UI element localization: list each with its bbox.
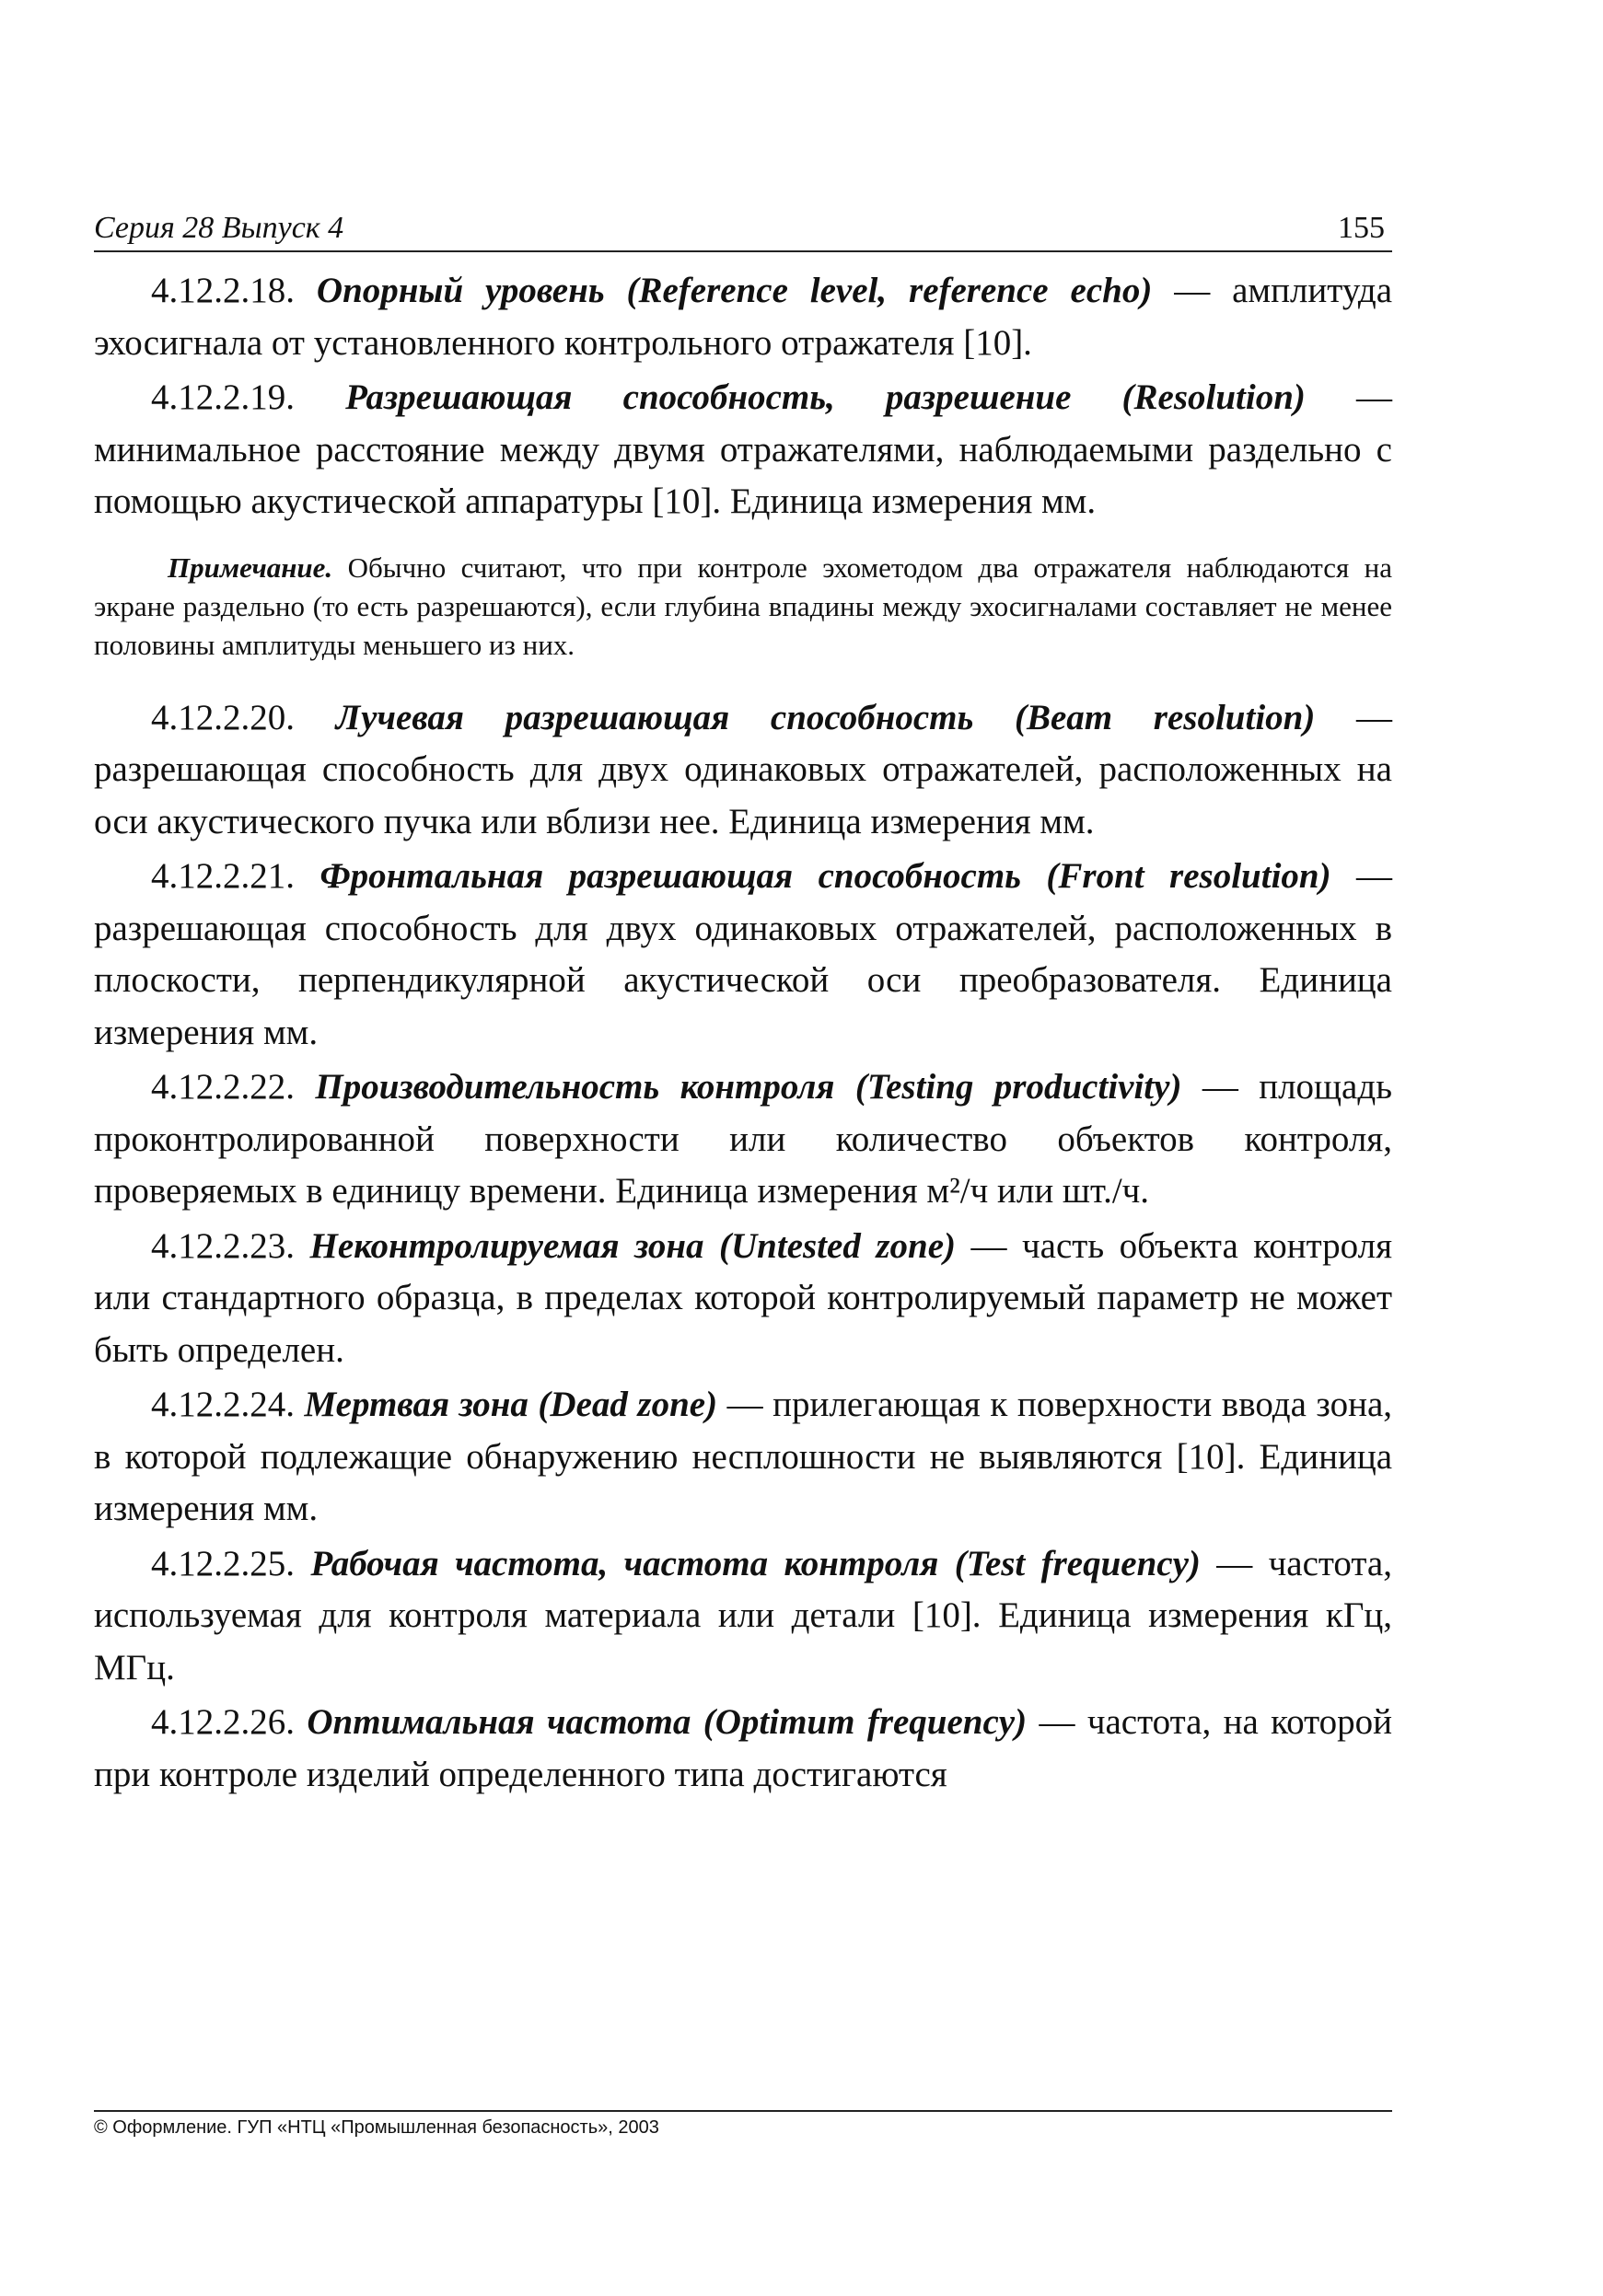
clause-number: 4.12.2.25. (151, 1543, 295, 1583)
page (94, 210, 1392, 1801)
definition-paragraph (94, 265, 1392, 369)
clause-number: 4.12.2.18. (151, 271, 295, 310)
term: Опорный уровень (Reference level, reference echo) (316, 271, 1153, 310)
clause-number: 4.12.2.24. (151, 1385, 295, 1424)
definition-paragraph (94, 1697, 1392, 1801)
page-number: 155 (1338, 211, 1385, 245)
definition-text: — частота, на которой при контроле изделий определенного типа достигаются (94, 1702, 1392, 1794)
running-header (94, 210, 1392, 252)
series-title: Серия 28 Выпуск 4 (94, 211, 344, 245)
definition-paragraph (94, 1221, 1392, 1377)
page-body (94, 265, 1392, 1801)
term: Разрешающая способность, разрешение (Resolution) (345, 377, 1306, 417)
term: Фронтальная разрешающая способность (Front resolution) (319, 856, 1331, 896)
copyright-footer (94, 2110, 1392, 2139)
clause-number: 4.12.2.19. (151, 377, 295, 417)
copyright-text: © Оформление. ГУП «НТЦ «Промышленная безопасность», 2003 (94, 2117, 659, 2138)
definition-text: — минимальное расстояние между двумя отражателями, наблюдаемыми раздельно с помощью акустической аппаратуры [10]. Единица измерения мм. (94, 377, 1393, 521)
note-label: Примечание. (168, 551, 333, 584)
definition-paragraph (94, 1061, 1392, 1218)
definition-paragraph (94, 1379, 1392, 1536)
definition-paragraph (94, 851, 1392, 1059)
definition-text: — площадь проконтролированной поверхности или количество объектов контроля, проверяемых в единицу времени. Единица измерения м²/ч или шт./ч. (94, 1067, 1393, 1211)
definition-text: — амплитуда эхосигнала от установленного контрольного отражателя [10]. (94, 271, 1393, 363)
term: Оптимальная частота (Optimum frequency) (307, 1702, 1028, 1742)
definition-paragraph (94, 692, 1392, 849)
clause-number: 4.12.2.21. (151, 856, 295, 896)
definition-paragraph (94, 372, 1392, 528)
clause-number: 4.12.2.22. (151, 1067, 295, 1107)
definition-text: — часть объекта контроля или стандартного образца, в пределах которой контролируемый параметр не может быть определен. (94, 1225, 1393, 1370)
term: Неконтролируемая зона (Untested zone) (309, 1225, 957, 1266)
term: Мертвая зона (Dead zone) (304, 1385, 718, 1424)
definition-text: — разрешающая способность для двух одинаковых отражателей, расположенных на оси акустического пучка или вблизи нее. Единица измерения мм. (94, 697, 1393, 841)
definition-text: — частота, используемая для контроля материала или детали [10]. Единица измерения кГц, МГц. (94, 1543, 1392, 1687)
term: Лучевая разрешающая способность (Beam resolution) (335, 697, 1316, 737)
term: Рабочая частота, частота контроля (Test frequency) (310, 1543, 1201, 1583)
note (94, 549, 1392, 665)
clause-number: 4.12.2.26. (151, 1702, 295, 1742)
definition-paragraph (94, 1538, 1392, 1695)
clause-number: 4.12.2.20. (151, 697, 295, 737)
definition-text: — прилегающая к поверхности ввода зона, в которой подлежащие обнаружению несплошности не выявляются [10]. Единица измерения мм. (94, 1385, 1393, 1528)
term: Производительность контроля (Testing productivity) (315, 1067, 1182, 1107)
definition-text: — разрешающая способность для двух одинаковых отражателей, расположенных в плоскости, перпендикулярной акустической оси преобразователя. Единица измерения мм. (94, 856, 1393, 1052)
note-text: Обычно считают, что при контроле эхометодом два отражателя наблюдаются на экране раздельно (то есть разрешаются), если глубина впадины между эхосигналами составляет не менее половины амплитуды меньшего из них. (94, 551, 1392, 661)
clause-number: 4.12.2.23. (151, 1225, 295, 1266)
